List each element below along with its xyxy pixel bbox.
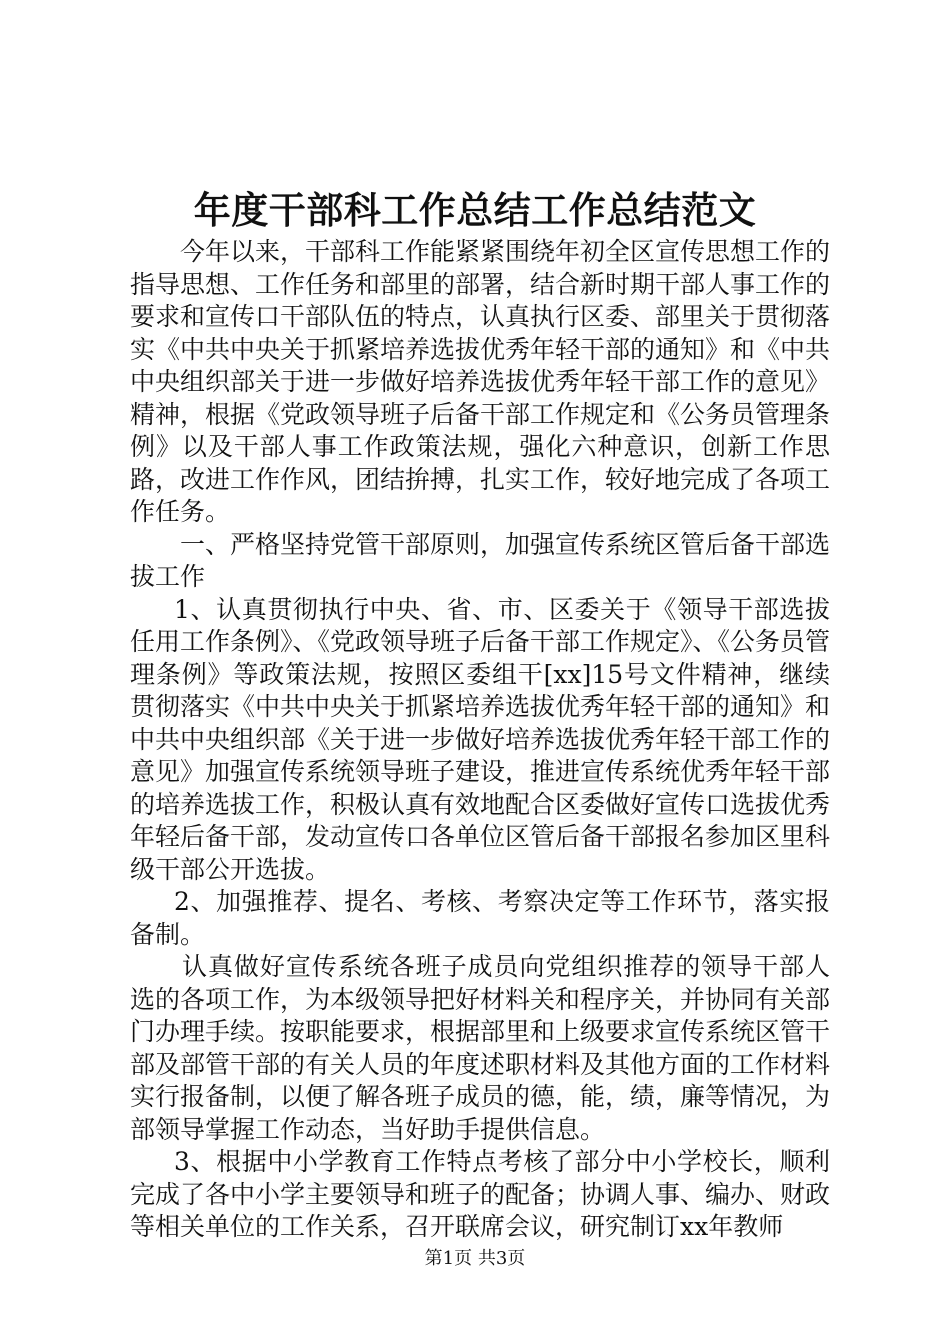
document-title: 年度干部科工作总结工作总结范文 bbox=[193, 188, 757, 232]
paragraph-item-3: 3、根据中小学教育工作特点考核了部分中小学校长，顺利完成了各中小学主要领导和班子的配备；协调人事、编办、财政等相关单位的工作关系，召开联席会议，研究制订xx年教师 bbox=[130, 1147, 831, 1241]
paragraph-item-1: 1、认真贯彻执行中央、省、市、区委关于《领导干部选拔任用工作条例》、《党政领导班子后备干部工作规定》、《公务员管理条例》等政策法规，按照区委组干[xx]15号文件精神，继续贯彻落实《中共中央关于抓紧培养选拔优秀年轻干部的通知》和中共中央组织部《关于进一步做好培养选拔优秀年轻干部工作的意见》加强宣传系统领导班子建设，推进宣传系统优秀年轻干部的培养选拔工作，积极认真有效地配合区委做好宣传口选拔优秀年轻后备干部，发动宣传口各单位区管后备干部报名参加区里科级干部公开选拔。 bbox=[130, 594, 831, 884]
paragraph-item-2-detail: 认真做好宣传系统各班子成员向党组织推荐的领导干部人选的各项工作，为本级领导把好材料关和程序关，并协同有关部门办理手续。按职能要求，根据部里和上级要求宣传系统区管干部及部管干部的有关人员的年度述职材料及其他方面的工作材料实行报备制，以便了解各班子成员的德，能，绩，廉等情况，为部领导掌握工作动态，当好助手提供信息。 bbox=[130, 952, 831, 1144]
section-heading-1: 一、严格坚持党管干部原则，加强宣传系统区管后备干部选拔工作 bbox=[130, 529, 831, 591]
paragraph-intro: 今年以来，干部科工作能紧紧围绕年初全区宣传思想工作的指导思想、工作任务和部里的部署，结合新时期干部人事工作的要求和宣传口干部队伍的特点，认真执行区委、部里关于贯彻落实《中共中央关于抓紧培养选拔优秀年轻干部的通知》和《中共中央组织部关于进一步做好培养选拔优秀年轻干部工作的意见》精神，根据《党政领导班子后备干部工作规定和《公务员管理条例》以及干部人事工作政策法规，强化六种意识，创新工作思路，改进工作作风，团结拚搏，扎实工作，较好地完成了各项工作任务。 bbox=[130, 237, 831, 526]
document-body bbox=[130, 236, 830, 1244]
page-footer: 第1页 共3页 bbox=[424, 1248, 526, 1269]
paragraph-item-2: 2、加强推荐、提名、考核、考察决定等工作环节，落实报备制。 bbox=[130, 887, 830, 949]
